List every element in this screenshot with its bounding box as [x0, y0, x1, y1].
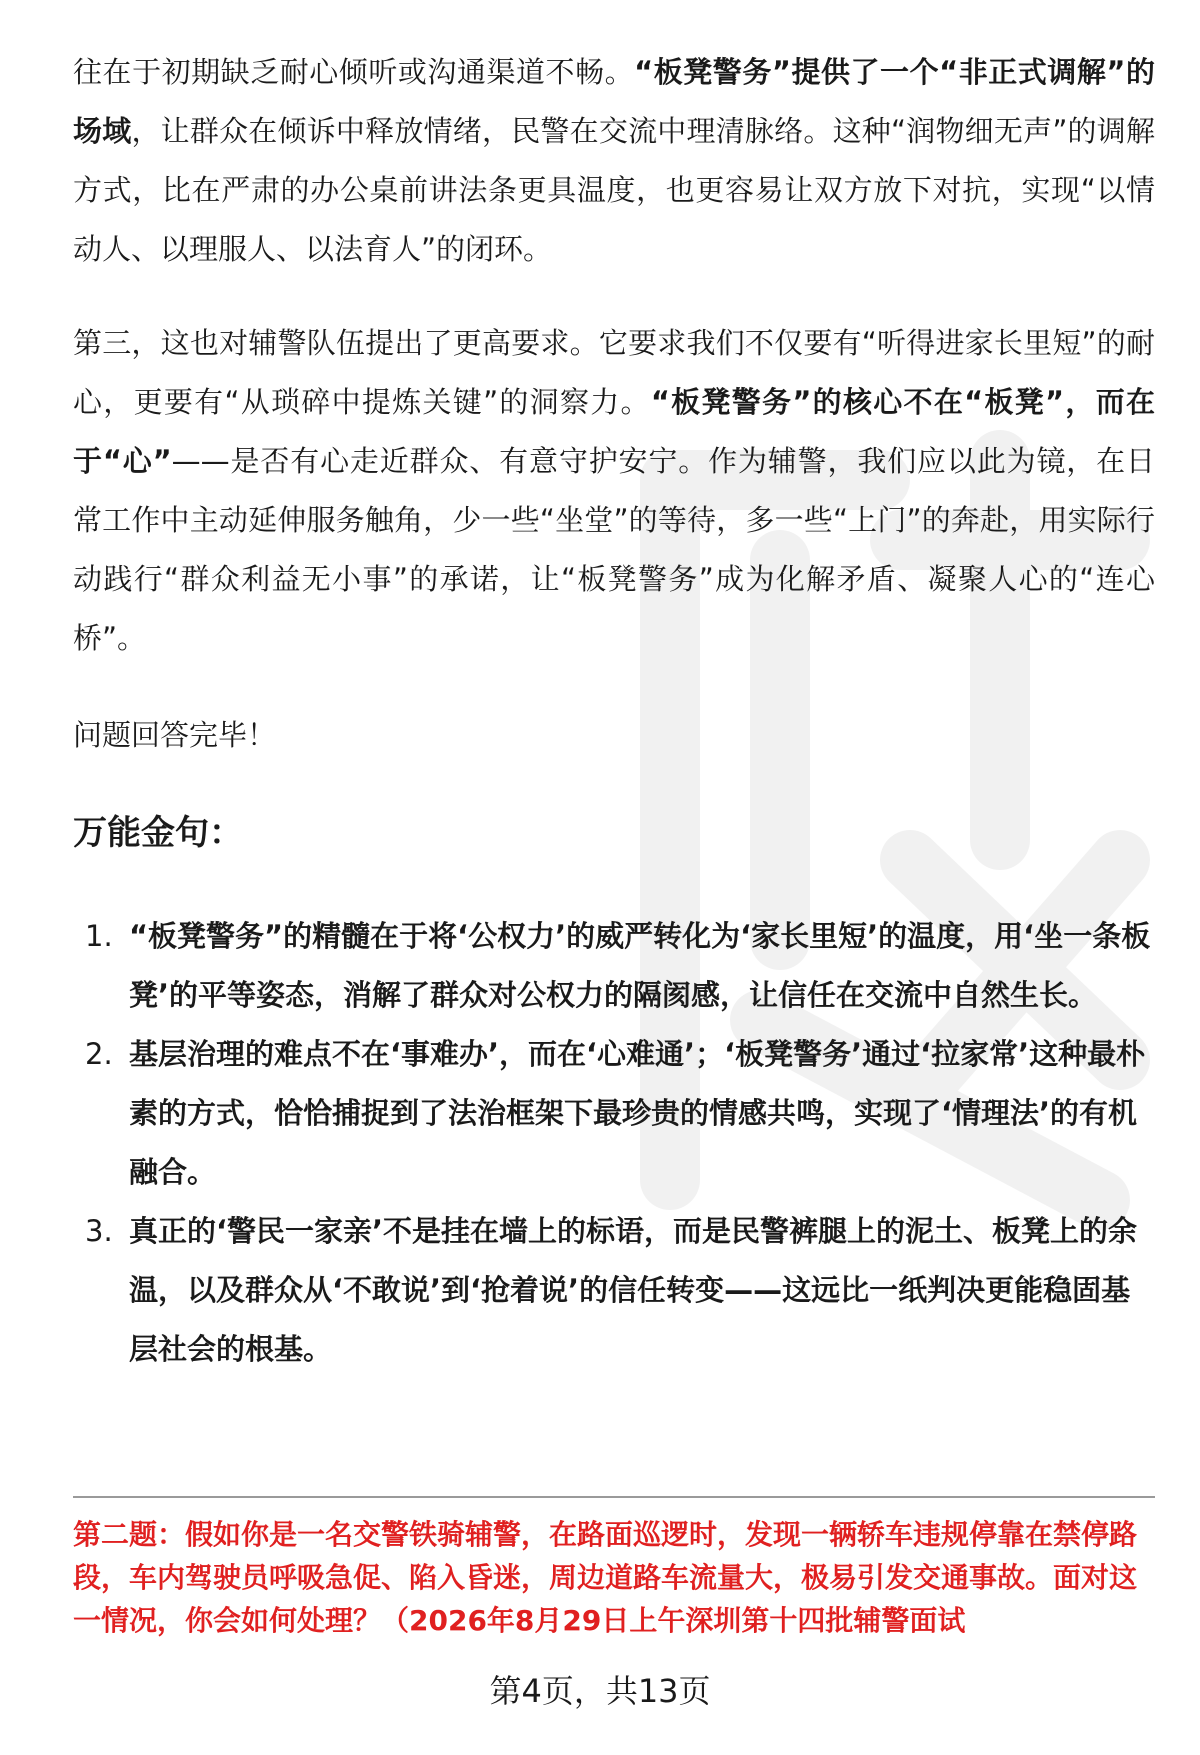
- list-item-text: “板凳警务”的精髓在于将‘公权力’的威严转化为‘家长里短’的温度，用‘坐一条板凳’的平等姿态，消解了群众对公权力的隔阂感，让信任在交流中自然生长。: [129, 919, 1151, 1012]
- paragraph-2-bold-1: “板凳警务”的核心不在“板凳”，而在于“心”: [73, 385, 1155, 478]
- list-item: [73, 907, 1155, 1025]
- section-divider: [73, 1496, 1155, 1498]
- paragraph-3-text: 问题回答完毕！: [73, 718, 277, 752]
- list-item-number: 3.: [85, 1214, 113, 1248]
- list-item: [73, 1025, 1155, 1202]
- paragraph-2-text-2: ——是否有心走近群众、有意守护安宁。作为辅警，我们应以此为镜，在日常工作中主动延伸服务触角，少一些“坐堂”的等待，多一些“上门”的奔赴，用实际行动践行“群众利益无小事”的承诺，让“板凳警务”成为化解矛盾、凝聚人心的“连心桥”。: [73, 444, 1155, 655]
- paragraph-1: [73, 43, 1155, 279]
- golden-sentences-heading: 万能金句：: [73, 813, 243, 853]
- page-number-footer: 第4页，共13页: [489, 1672, 711, 1710]
- paragraph-2: [73, 314, 1155, 668]
- list-item-number: 2.: [85, 1037, 113, 1071]
- paragraph-2-text-1: 第三，这也对辅警队伍提出了更高要求。它要求我们不仅要有“听得进家长里短”的耐心，更要有“从琐碎中提炼关键”的洞察力。: [73, 326, 1155, 419]
- list-item-text: 真正的‘警民一家亲’不是挂在墙上的标语，而是民警裤腿上的泥土、板凳上的余温，以及群众从‘不敢说’到‘抢着说’的信任转变——这远比一纸判决更能稳固基层社会的根基。: [129, 1214, 1138, 1366]
- list-item: [73, 1202, 1155, 1379]
- golden-sentences-list: [73, 907, 1155, 1379]
- list-item-number: 1.: [85, 919, 113, 953]
- paragraph-1-text-2: ，让群众在倾诉中释放情绪，民警在交流中理清脉络。这种“润物细无声”的调解方式，比在严肃的办公桌前讲法条更具温度，也更容易让双方放下对抗，实现“以情动人、以理服人、以法育人”的闭环。: [73, 114, 1155, 266]
- question-two: 第二题：假如你是一名交警铁骑辅警，在路面巡逻时，发现一辆轿车违规停靠在禁停路段，车内驾驶员呼吸急促、陷入昏迷，周边道路车流量大，极易引发交通事故。面对这一情况，你会如何处理？（2026年8月29日上午深圳第十四批辅警面试: [73, 1518, 1138, 1637]
- paragraph-3: [73, 706, 1155, 765]
- list-item-text: 基层治理的难点不在‘事难办’，而在‘心难通’；‘板凳警务’通过‘拉家常’这种最朴素的方式，恰恰捕捉到了法治框架下最珍贵的情感共鸣，实现了‘情理法’的有机融合。: [129, 1037, 1146, 1189]
- paragraph-1-bold-1: “板凳警务”提供了一个“非正式调解”的场域: [73, 55, 1155, 148]
- paragraph-1-text-1: 往在于初期缺乏耐心倾听或沟通渠道不畅。: [73, 55, 635, 89]
